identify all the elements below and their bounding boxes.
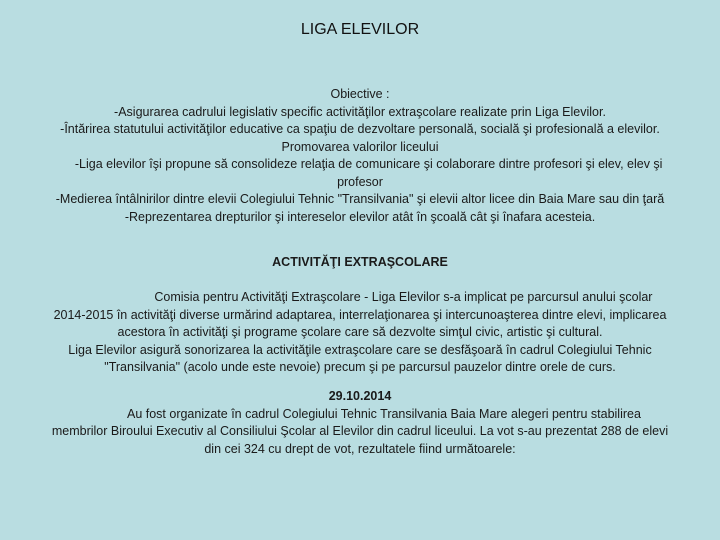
objective-line: -Întărirea statutului activităţilor educative ca spaţiu de dezvoltare personală, socială şi profesională a elevilor. <box>60 122 660 136</box>
event-line: Au fost organizate în cadrul Colegiului Tehnic Transilvania Baia Mare alegeri pentru stabilirea <box>79 406 641 421</box>
paragraph-line: "Transilvania" (acolo unde este nevoie) precum şi pe parcursul pauzelor dintre orele de curs. <box>104 360 616 374</box>
objectives-heading: Obiective : <box>330 87 390 101</box>
event-date: 29.10.2014 <box>328 389 392 403</box>
page-title: LIGA ELEVILOR <box>300 21 420 38</box>
activities-paragraph <box>8 289 712 377</box>
section-heading: ACTIVITĂŢI EXTRAŞCOLARE <box>272 255 448 269</box>
event-line: din cei 324 cu drept de vot, rezultatele fiind următoarele: <box>204 441 516 456</box>
paragraph-line: Liga Elevilor asigură sonorizarea la activităţile extraşcolare care se desfăşoară în cadrul Colegiului Tehnic <box>68 342 652 357</box>
objective-line: -Reprezentarea drepturilor şi intereselor elevilor atât în şcoală cât şi înafara acesteia. <box>124 209 596 224</box>
paragraph-line: acestora în activităţi şi programe şcolare care să dezvolte simţul civic, artistic şi cultural. <box>117 325 603 339</box>
objective-line: -Liga elevilor îşi propune să consolideze relaţia de comunicare şi colaborare dintre profesori şi elev, elev şi <box>57 157 663 171</box>
paragraph-line: Comisia pentru Activităţi Extraşcolare - Liga Elevilor s-a implicat pe parcursul anului şcolar <box>67 290 653 304</box>
objectives-section <box>8 86 712 226</box>
event-line: membrilor Biroului Executiv al Consiliului Şcolar al Elevilor din cadrul liceului. La vot s-au prezentat 288 de elevi <box>51 424 669 438</box>
objective-line: profesor <box>337 174 383 189</box>
event-section <box>8 388 712 458</box>
paragraph-line: 2014-2015 în activităţi diverse urmărind adaptarea, interrelaţionarea şi intercunoaşterea dintre elevi, implicarea <box>53 307 667 322</box>
objective-line: -Asigurarea cadrului legislativ specific activităţilor extraşcolare realizate prin Liga Elevilor. <box>114 104 606 119</box>
objective-line: Promovarea valorilor liceului <box>281 139 439 154</box>
objective-line: -Medierea întâlnirilor dintre elevii Colegiului Tehnic "Transilvania" şi elevii altor licee din Baia Mare sau din ţară <box>55 192 665 206</box>
